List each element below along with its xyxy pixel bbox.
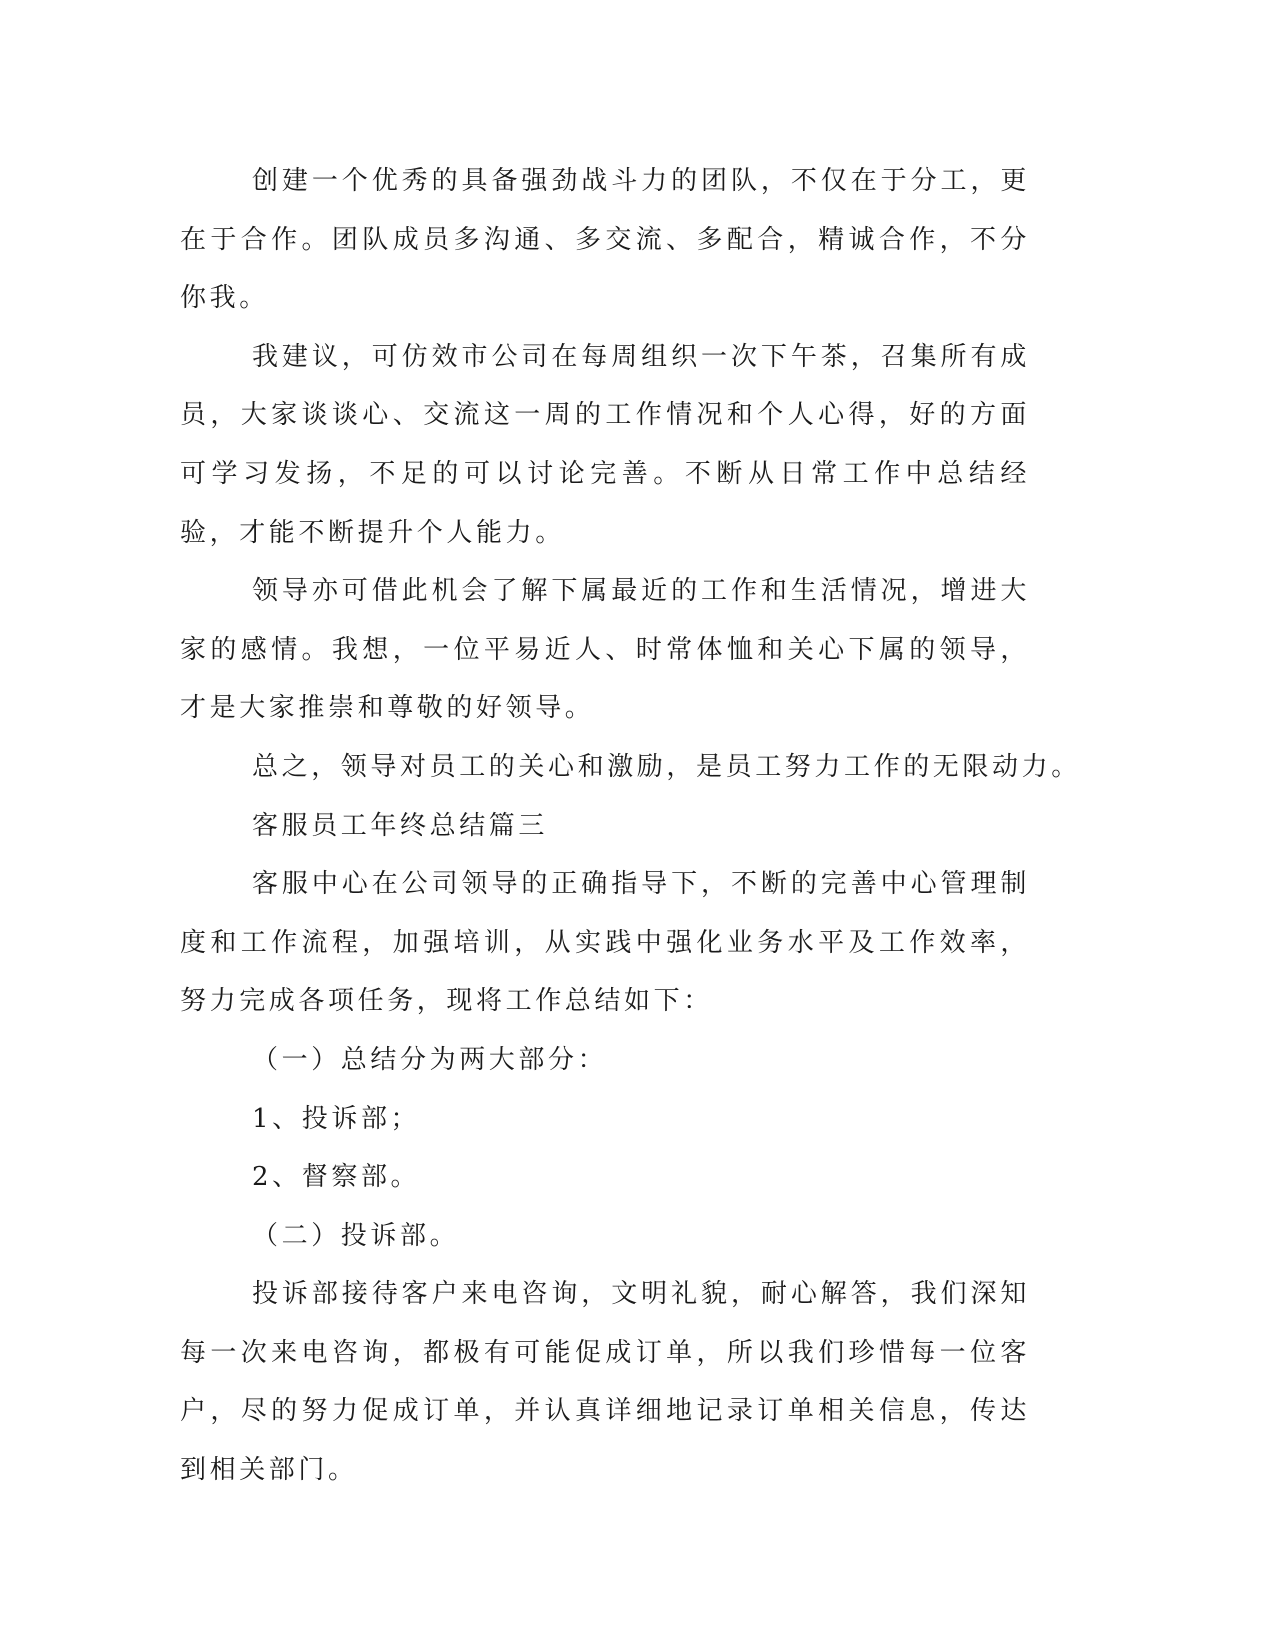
list-item-supervision: 2、督察部。 <box>252 1162 421 1193</box>
document-body <box>180 152 1081 1500</box>
paragraph-conclusion: 总之，领导对员工的关心和激励，是员工努力工作的无限动力。 <box>252 751 1081 782</box>
paragraph-service-center: 客服中心在公司领导的正确指导下，不断的完善中心管理制度和工作流程，加强培训，从实践中强化业务水平及工作效率，努力完成各项任务，现将工作总结如下： <box>180 869 1030 1017</box>
paragraph-complaints-dept: 投诉部接待客户来电咨询，文明礼貌，耐心解答，我们深知每一次来电咨询，都极有可能促成订单，所以我们珍惜每一位客户，尽的努力促成订单，并认真详细地记录订单相关信息，传达到相关部门。 <box>180 1279 1030 1486</box>
list-heading-two: （二）投诉部。 <box>252 1220 460 1251</box>
list-item-complaints: 1、投诉部； <box>252 1103 421 1134</box>
section-heading: 客服员工年终总结篇三 <box>252 810 549 841</box>
paragraph-tea-meeting: 我建议，可仿效市公司在每周组织一次下午茶，召集所有成员，大家谈谈心、交流这一周的工作情况和个人心得，好的方面可学习发扬，不足的可以讨论完善。不断从日常工作中总结经验，才能不断提升个人能力。 <box>180 341 1030 548</box>
list-heading-one: （一）总结分为两大部分： <box>252 1044 608 1075</box>
paragraph-leadership: 领导亦可借此机会了解下属最近的工作和生活情况，增进大家的感情。我想，一位平易近人、时常体恤和关心下属的领导，才是大家推崇和尊敬的好领导。 <box>180 576 1030 724</box>
paragraph-teamwork: 创建一个优秀的具备强劲战斗力的团队，不仅在于分工，更在于合作。团队成员多沟通、多交流、多配合，精诚合作，不分你我。 <box>180 166 1030 314</box>
